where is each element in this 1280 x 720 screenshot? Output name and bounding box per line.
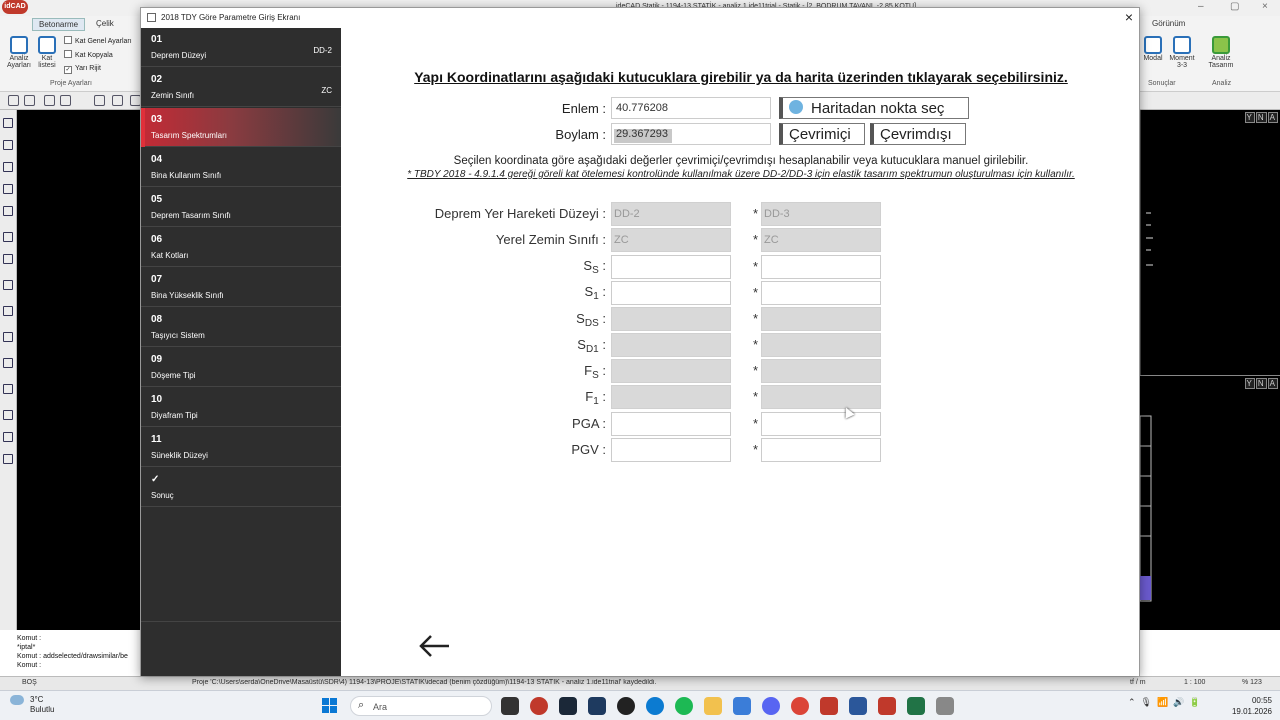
- close-icon[interactable]: ×: [1124, 9, 1133, 25]
- start-button[interactable]: [322, 698, 338, 714]
- tool-icon[interactable]: [3, 140, 13, 150]
- viewport-plan[interactable]: [1140, 375, 1280, 630]
- steam-icon[interactable]: [559, 697, 577, 715]
- check-icon: ✓: [65, 67, 71, 73]
- s1-main-input[interactable]: [611, 281, 731, 305]
- moment-icon: [1173, 36, 1191, 54]
- pgv-alt-input[interactable]: [761, 438, 881, 462]
- deprem-yer-hareketi-alt[interactable]: [761, 202, 881, 226]
- steps-sidebar: [141, 28, 341, 676]
- step-deprem-tasarim-sinifi[interactable]: 05 Deprem Tasarım Sınıfı: [141, 188, 341, 227]
- star-marker: *: [753, 442, 759, 457]
- param-label-ss: $S_S$ :: [583, 258, 606, 276]
- lightning-icon: [1212, 36, 1230, 54]
- tab-celik[interactable]: Çelik: [96, 19, 114, 28]
- online-button[interactable]: Çevrimiçi: [779, 123, 865, 145]
- tool-icon[interactable]: [3, 162, 13, 172]
- tab-gorunum[interactable]: Görünüm: [1152, 19, 1186, 28]
- star-marker: *: [753, 259, 759, 274]
- discord-icon[interactable]: [762, 697, 780, 715]
- tool-icon[interactable]: [3, 280, 13, 290]
- page-heading: Yapı Koordinatlarını aşağıdaki kutucuklara girebilir ya da harita üzerinden tıklayarak seçebilirsiniz.: [414, 69, 1068, 85]
- step-deprem-duzeyi[interactable]: 01 Deprem Düzeyi DD-2: [141, 28, 341, 67]
- pga-main-input[interactable]: [611, 412, 731, 436]
- tool-icon[interactable]: [3, 358, 13, 368]
- status-scale: 1 : 100: [1184, 679, 1206, 686]
- kat-kopyala-button[interactable]: Kat Kopyala: [64, 50, 113, 59]
- step-tasarim-spektrumlari[interactable]: 03 Tasarım Spektrumları: [141, 108, 341, 147]
- fs-main-input[interactable]: [611, 359, 731, 383]
- star-marker: *: [753, 416, 759, 431]
- gear-icon: [10, 36, 28, 54]
- tool-icon[interactable]: [3, 332, 13, 342]
- boylam-input[interactable]: [611, 123, 771, 145]
- param-label-pgv: PGV :: [571, 442, 606, 457]
- close-icon[interactable]: ×: [1262, 1, 1268, 12]
- group-analiz: Analiz: [1212, 80, 1232, 87]
- back-button[interactable]: [417, 632, 453, 660]
- word-icon[interactable]: [849, 697, 867, 715]
- tool-icon[interactable]: [3, 184, 13, 194]
- minimize-icon[interactable]: –: [1198, 1, 1204, 12]
- status-zoom: % 123: [1242, 679, 1262, 686]
- pen-icon[interactable]: [44, 95, 55, 106]
- kat-genel-ayarlari-button[interactable]: Kat Genel Ayarları: [64, 36, 132, 45]
- viewport-drawing: [1140, 376, 1280, 631]
- yerel-zemin-sinifi-main[interactable]: [611, 228, 731, 252]
- param-label-s1: $S_1$ :: [584, 284, 606, 302]
- maximize-icon[interactable]: ▢: [1230, 1, 1240, 12]
- folder-icon[interactable]: [704, 697, 722, 715]
- tool-icon[interactable]: [3, 306, 13, 316]
- group-proje-ayarlari: Proje Ayarları: [50, 80, 92, 87]
- s1-alt-input[interactable]: [761, 281, 881, 305]
- tab-betonarme[interactable]: Betonarme: [32, 18, 85, 31]
- star-marker: *: [753, 337, 759, 352]
- sds-alt-input[interactable]: [761, 307, 881, 331]
- window-icon: [147, 13, 156, 22]
- sds-main-input[interactable]: [611, 307, 731, 331]
- param-label-yerel-zemin-sinifi: Yerel Zemin Sınıfı :: [495, 232, 606, 247]
- windows-taskbar: [0, 690, 1280, 720]
- clock[interactable]: 00:55 19.01.2026: [1231, 696, 1272, 716]
- enlem-label: Enlem :: [561, 101, 606, 116]
- idecad-logo: idCAD: [2, 0, 28, 14]
- star-marker: *: [753, 389, 759, 404]
- measure-icon[interactable]: [94, 95, 105, 106]
- edge-icon[interactable]: [646, 697, 664, 715]
- tool-icon[interactable]: [3, 432, 13, 442]
- pga-alt-input[interactable]: [761, 412, 881, 436]
- tool-icon[interactable]: [3, 254, 13, 264]
- tool-icon[interactable]: [3, 454, 13, 464]
- viewport-drawing: [1141, 110, 1280, 375]
- tool-icon[interactable]: [3, 410, 13, 420]
- viewport-3d[interactable]: [1140, 110, 1280, 375]
- yari-rijit-checkbox[interactable]: ✓ Yarı Rijit: [65, 65, 101, 73]
- command-line: *iptal*: [17, 644, 36, 651]
- star-marker: *: [753, 363, 759, 378]
- chrome-icon[interactable]: [791, 697, 809, 715]
- star-marker: *: [753, 285, 759, 300]
- star-marker: *: [753, 311, 759, 326]
- tdy-parameter-dialog: [140, 7, 1140, 676]
- app-icon[interactable]: [530, 697, 548, 715]
- command-line: Komut :: [17, 662, 42, 669]
- step-sonuc[interactable]: ✓ Sonuç: [141, 468, 341, 507]
- moment-button[interactable]: Moment 3-3: [1168, 36, 1196, 69]
- taskview-icon[interactable]: [501, 697, 519, 715]
- weather-widget[interactable]: 3°C Bulutlu: [10, 695, 54, 715]
- param-label-pga: PGA :: [572, 416, 606, 431]
- zoom-window-icon[interactable]: [24, 95, 35, 106]
- sd1-alt-input[interactable]: [761, 333, 881, 357]
- move-icon[interactable]: [112, 95, 123, 106]
- param-label-fs: $F_S$ :: [584, 363, 606, 381]
- ss-main-input[interactable]: [611, 255, 731, 279]
- tool-icon[interactable]: [3, 118, 13, 128]
- step-doseme-tipi[interactable]: 09 Döşeme Tipi: [141, 348, 341, 387]
- boylam-label: Boylam :: [555, 127, 606, 142]
- main-panel: [341, 28, 1139, 676]
- enlem-input[interactable]: [611, 97, 771, 119]
- zoom-icon[interactable]: [8, 95, 19, 106]
- yerel-zemin-sinifi-alt[interactable]: [761, 228, 881, 252]
- arrow-left-icon: [417, 632, 453, 660]
- brush-icon[interactable]: [60, 95, 71, 106]
- globe-icon: [789, 100, 803, 114]
- param-label-sd1: $S_{D1}$ :: [577, 337, 606, 355]
- ss-alt-input[interactable]: [761, 255, 881, 279]
- info-text: Seçilen koordinata göre aşağıdaki değerler çevrimiçi/çevrimdışı hesaplanabilir veya kutucuklara manuel girilebilir.: [453, 155, 1029, 167]
- command-line: Komut :: [17, 635, 42, 642]
- modal-button[interactable]: Modal: [1142, 36, 1164, 62]
- step-diyafram-tipi[interactable]: 10 Diyafram Tipi: [141, 388, 341, 427]
- photoshop-icon[interactable]: [588, 697, 606, 715]
- command-line: Komut : addselected/drawsimilar/be: [17, 653, 128, 660]
- cloud-icon: [10, 695, 24, 705]
- pgv-main-input[interactable]: [611, 438, 731, 462]
- app-icon[interactable]: [878, 697, 896, 715]
- sidebar-divider: [141, 621, 341, 622]
- kat-listesi-button[interactable]: Kat listesi: [34, 36, 60, 69]
- tool-icon[interactable]: [3, 384, 13, 394]
- offline-button[interactable]: Çevrimdışı: [870, 123, 966, 145]
- copy-icon: [64, 50, 72, 58]
- map-select-button[interactable]: Haritadan nokta seç: [779, 97, 969, 119]
- acrobat-icon[interactable]: [820, 697, 838, 715]
- step-tasiyici-sistem[interactable]: 08 Taşıyıcı Sistem: [141, 308, 341, 347]
- viewport-controls[interactable]: Y N A: [1246, 379, 1276, 388]
- star-marker: *: [753, 206, 759, 221]
- star-marker: *: [753, 232, 759, 247]
- taskbar-search[interactable]: ⌕ Ara: [350, 696, 492, 716]
- step-kat-kotlari[interactable]: 06 Kat Kotları: [141, 228, 341, 267]
- status-left: BOŞ: [22, 679, 37, 686]
- tool-icon[interactable]: [3, 232, 13, 242]
- search-icon: ⌕: [358, 699, 365, 711]
- step-bina-kullanim-sinifi[interactable]: 04 Bina Kullanım Sınıfı: [141, 148, 341, 187]
- analiz-tasarim-button[interactable]: Analiz Tasarım: [1204, 36, 1238, 69]
- status-bar: [0, 676, 1280, 690]
- analiz-ayarlari-button[interactable]: Analiz Ayarları: [4, 36, 34, 69]
- param-label-sds: $S_{DS}$ :: [576, 311, 606, 329]
- fs-alt-input[interactable]: [761, 359, 881, 383]
- status-project: Proje 'C:\Users\serda\OneDrive\Masaüstü\SDR\4) 1194-13\PROJE\STATİK\idecad (benim çözdüğüm)\1194-13 STATİK - analiz 1.ide11trial' kaydedildi.: [192, 679, 657, 686]
- modal-icon: [1144, 36, 1162, 54]
- param-label-deprem-yer-hareketi: Deprem Yer Hareketi Düzeyi :: [434, 206, 606, 221]
- deprem-yer-hareketi-main[interactable]: [611, 202, 731, 226]
- settings-icon: [64, 36, 72, 44]
- param-label-f1: $F_1$ :: [585, 389, 606, 407]
- app-icon[interactable]: [617, 697, 635, 715]
- tool-icon[interactable]: [3, 206, 13, 216]
- system-tray[interactable]: ⌃ 🎙 📶 🔊 🔋: [1128, 697, 1201, 707]
- step-suneklik-duzeyi[interactable]: 11 Süneklik Düzeyi: [141, 428, 341, 467]
- cad-left-toolbar: [0, 110, 17, 630]
- viewport-controls[interactable]: Y N A: [1246, 113, 1276, 122]
- excel-icon[interactable]: [907, 697, 925, 715]
- step-zemin-sinifi[interactable]: 02 Zemin Sınıfı ZC: [141, 68, 341, 107]
- step-bina-yukseklik-sinifi[interactable]: 07 Bina Yükseklik Sınıfı: [141, 268, 341, 307]
- group-sonuclar: Sonuçlar: [1148, 80, 1176, 87]
- dialog-title: 2018 TDY Göre Parametre Giriş Ekranı: [161, 13, 301, 22]
- list-icon: [38, 36, 56, 54]
- status-units: tf / m: [1130, 679, 1146, 686]
- f1-main-input[interactable]: [611, 385, 731, 409]
- dialog-titlebar: [141, 8, 1139, 28]
- calculator-icon[interactable]: [936, 697, 954, 715]
- sd1-main-input[interactable]: [611, 333, 731, 357]
- app-icon[interactable]: [733, 697, 751, 715]
- checkmark-icon: ✓: [151, 474, 160, 485]
- note-text: * TBDY 2018 - 4.9.1.4 gereği göreli kat ötelemesi kontrolünde kullanılmak üzere DD-2/DD-3 için elastik tasarım spektrumun oluşturulması için kullanılır.: [407, 169, 1075, 180]
- spotify-icon[interactable]: [675, 697, 693, 715]
- f1-alt-input[interactable]: [761, 385, 881, 409]
